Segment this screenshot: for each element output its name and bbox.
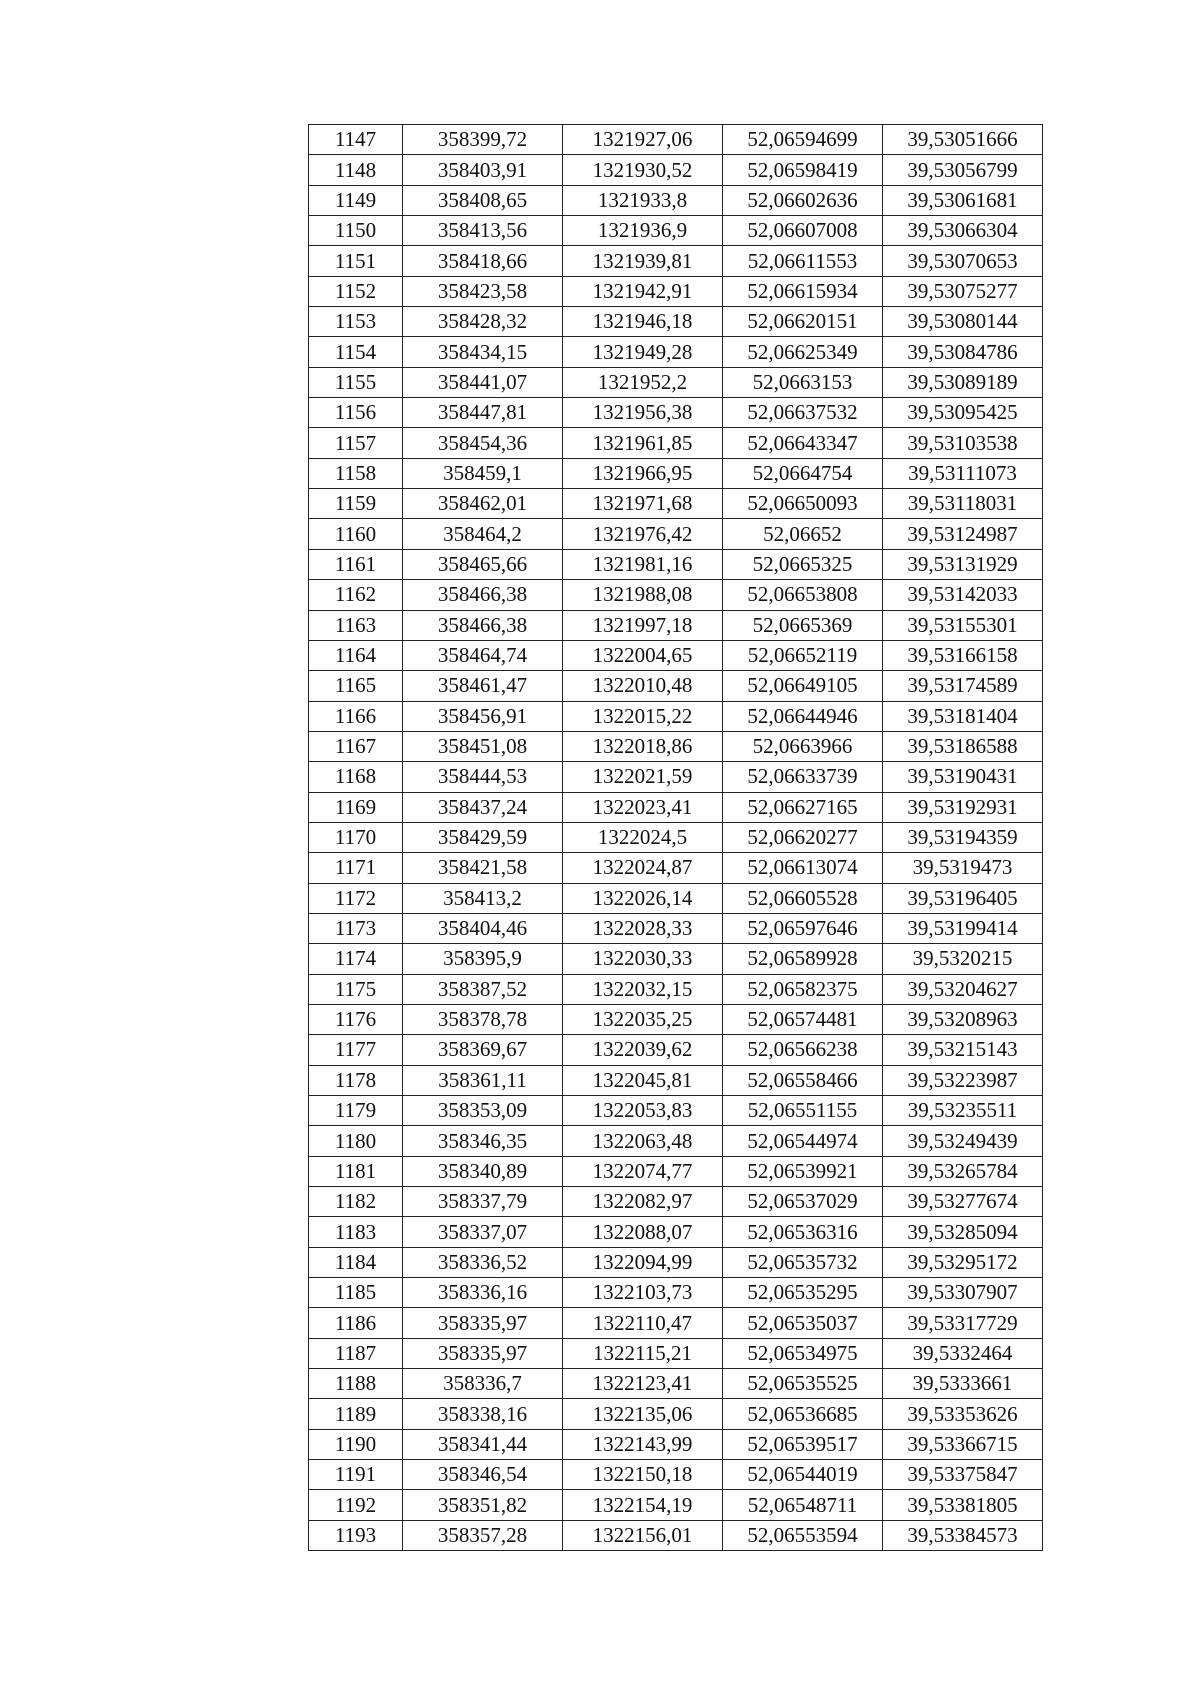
x-coordinate-cell: 358346,54 [403,1460,563,1490]
x-coordinate-cell: 358338,16 [403,1399,563,1429]
point-number-cell: 1147 [309,125,403,155]
longitude-cell: 39,53051666 [883,125,1043,155]
y-coordinate-cell: 1322154,19 [563,1490,723,1520]
x-coordinate-cell: 358340,89 [403,1156,563,1186]
y-coordinate-cell: 1321966,95 [563,458,723,488]
x-coordinate-cell: 358461,47 [403,671,563,701]
table-row [309,1156,1043,1186]
x-coordinate-cell: 358346,35 [403,1126,563,1156]
y-coordinate-cell: 1321976,42 [563,519,723,549]
point-number-cell: 1163 [309,610,403,640]
longitude-cell: 39,53124987 [883,519,1043,549]
latitude-cell: 52,06558466 [723,1065,883,1095]
table-row [309,1278,1043,1308]
point-number-cell: 1155 [309,367,403,397]
point-number-cell: 1192 [309,1490,403,1520]
point-number-cell: 1166 [309,701,403,731]
x-coordinate-cell: 358357,28 [403,1520,563,1550]
y-coordinate-cell: 1322024,87 [563,853,723,883]
y-coordinate-cell: 1321933,8 [563,185,723,215]
latitude-cell: 52,06566238 [723,1035,883,1065]
point-number-cell: 1159 [309,489,403,519]
latitude-cell: 52,0664754 [723,458,883,488]
latitude-cell: 52,06643347 [723,428,883,458]
x-coordinate-cell: 358337,07 [403,1217,563,1247]
latitude-cell: 52,06649105 [723,671,883,701]
y-coordinate-cell: 1322123,41 [563,1369,723,1399]
longitude-cell: 39,53131929 [883,549,1043,579]
x-coordinate-cell: 358441,07 [403,367,563,397]
coordinates-table [308,124,1043,1551]
y-coordinate-cell: 1322028,33 [563,913,723,943]
y-coordinate-cell: 1322023,41 [563,792,723,822]
longitude-cell: 39,5320215 [883,944,1043,974]
table-row [309,1429,1043,1459]
latitude-cell: 52,06620151 [723,307,883,337]
x-coordinate-cell: 358404,46 [403,913,563,943]
y-coordinate-cell: 1321956,38 [563,398,723,428]
table-row [309,155,1043,185]
y-coordinate-cell: 1322156,01 [563,1520,723,1550]
y-coordinate-cell: 1322110,47 [563,1308,723,1338]
point-number-cell: 1179 [309,1096,403,1126]
table-row [309,398,1043,428]
longitude-cell: 39,53215143 [883,1035,1043,1065]
point-number-cell: 1157 [309,428,403,458]
longitude-cell: 39,53199414 [883,913,1043,943]
y-coordinate-cell: 1322015,22 [563,701,723,731]
point-number-cell: 1189 [309,1399,403,1429]
point-number-cell: 1177 [309,1035,403,1065]
table-row [309,367,1043,397]
table-row [309,428,1043,458]
longitude-cell: 39,53277674 [883,1187,1043,1217]
longitude-cell: 39,53174589 [883,671,1043,701]
table-row [309,913,1043,943]
point-number-cell: 1186 [309,1308,403,1338]
y-coordinate-cell: 1322082,97 [563,1187,723,1217]
table-row [309,853,1043,883]
table-row [309,1338,1043,1368]
table-row [309,1217,1043,1247]
point-number-cell: 1183 [309,1217,403,1247]
longitude-cell: 39,53235511 [883,1096,1043,1126]
x-coordinate-cell: 358408,65 [403,185,563,215]
latitude-cell: 52,06637532 [723,398,883,428]
x-coordinate-cell: 358399,72 [403,125,563,155]
y-coordinate-cell: 1322088,07 [563,1217,723,1247]
point-number-cell: 1173 [309,913,403,943]
y-coordinate-cell: 1322094,99 [563,1247,723,1277]
longitude-cell: 39,53285094 [883,1217,1043,1247]
y-coordinate-cell: 1321961,85 [563,428,723,458]
longitude-cell: 39,53204627 [883,974,1043,1004]
x-coordinate-cell: 358353,09 [403,1096,563,1126]
point-number-cell: 1181 [309,1156,403,1186]
latitude-cell: 52,06537029 [723,1187,883,1217]
table-row [309,337,1043,367]
table-row [309,1004,1043,1034]
point-number-cell: 1149 [309,185,403,215]
point-number-cell: 1171 [309,853,403,883]
latitude-cell: 52,06633739 [723,762,883,792]
latitude-cell: 52,06644946 [723,701,883,731]
y-coordinate-cell: 1321936,9 [563,216,723,246]
point-number-cell: 1156 [309,398,403,428]
latitude-cell: 52,06613074 [723,853,883,883]
latitude-cell: 52,06653808 [723,580,883,610]
x-coordinate-cell: 358413,56 [403,216,563,246]
point-number-cell: 1188 [309,1369,403,1399]
latitude-cell: 52,06589928 [723,944,883,974]
y-coordinate-cell: 1321981,16 [563,549,723,579]
longitude-cell: 39,53084786 [883,337,1043,367]
y-coordinate-cell: 1322074,77 [563,1156,723,1186]
latitude-cell: 52,06544974 [723,1126,883,1156]
point-number-cell: 1174 [309,944,403,974]
longitude-cell: 39,5332464 [883,1338,1043,1368]
table-row [309,519,1043,549]
longitude-cell: 39,53190431 [883,762,1043,792]
table-row [309,489,1043,519]
point-number-cell: 1172 [309,883,403,913]
latitude-cell: 52,06535037 [723,1308,883,1338]
y-coordinate-cell: 1322135,06 [563,1399,723,1429]
point-number-cell: 1165 [309,671,403,701]
latitude-cell: 52,06598419 [723,155,883,185]
longitude-cell: 39,53089189 [883,367,1043,397]
x-coordinate-cell: 358395,9 [403,944,563,974]
point-number-cell: 1164 [309,640,403,670]
latitude-cell: 52,06615934 [723,276,883,306]
table-row [309,1035,1043,1065]
latitude-cell: 52,06574481 [723,1004,883,1034]
longitude-cell: 39,53095425 [883,398,1043,428]
x-coordinate-cell: 358361,11 [403,1065,563,1095]
longitude-cell: 39,53265784 [883,1156,1043,1186]
y-coordinate-cell: 1321949,28 [563,337,723,367]
x-coordinate-cell: 358337,79 [403,1187,563,1217]
table-row [309,307,1043,337]
y-coordinate-cell: 1321952,2 [563,367,723,397]
x-coordinate-cell: 358341,44 [403,1429,563,1459]
latitude-cell: 52,06611553 [723,246,883,276]
latitude-cell: 52,06551155 [723,1096,883,1126]
longitude-cell: 39,53066304 [883,216,1043,246]
y-coordinate-cell: 1322018,86 [563,731,723,761]
table-row [309,610,1043,640]
y-coordinate-cell: 1321988,08 [563,580,723,610]
table-row [309,1399,1043,1429]
table-row [309,1520,1043,1550]
latitude-cell: 52,0665325 [723,549,883,579]
latitude-cell: 52,06536316 [723,1217,883,1247]
latitude-cell: 52,06539921 [723,1156,883,1186]
table-row [309,1247,1043,1277]
y-coordinate-cell: 1321930,52 [563,155,723,185]
table-row [309,701,1043,731]
table-row [309,1369,1043,1399]
table-row [309,671,1043,701]
longitude-cell: 39,53056799 [883,155,1043,185]
x-coordinate-cell: 358459,1 [403,458,563,488]
latitude-cell: 52,06650093 [723,489,883,519]
x-coordinate-cell: 358423,58 [403,276,563,306]
x-coordinate-cell: 358428,32 [403,307,563,337]
y-coordinate-cell: 1322035,25 [563,1004,723,1034]
point-number-cell: 1167 [309,731,403,761]
latitude-cell: 52,06625349 [723,337,883,367]
table-row [309,762,1043,792]
table-row [309,974,1043,1004]
longitude-cell: 39,53181404 [883,701,1043,731]
longitude-cell: 39,53381805 [883,1490,1043,1520]
longitude-cell: 39,53317729 [883,1308,1043,1338]
latitude-cell: 52,06539517 [723,1429,883,1459]
y-coordinate-cell: 1322030,33 [563,944,723,974]
latitude-cell: 52,06607008 [723,216,883,246]
longitude-cell: 39,53061681 [883,185,1043,215]
y-coordinate-cell: 1321939,81 [563,246,723,276]
x-coordinate-cell: 358434,15 [403,337,563,367]
table-row [309,1460,1043,1490]
point-number-cell: 1185 [309,1278,403,1308]
x-coordinate-cell: 358465,66 [403,549,563,579]
x-coordinate-cell: 358336,7 [403,1369,563,1399]
y-coordinate-cell: 1321946,18 [563,307,723,337]
table-row [309,822,1043,852]
point-number-cell: 1191 [309,1460,403,1490]
y-coordinate-cell: 1322103,73 [563,1278,723,1308]
x-coordinate-cell: 358378,78 [403,1004,563,1034]
latitude-cell: 52,06548711 [723,1490,883,1520]
longitude-cell: 39,53070653 [883,246,1043,276]
longitude-cell: 39,53223987 [883,1065,1043,1095]
point-number-cell: 1161 [309,549,403,579]
latitude-cell: 52,06535525 [723,1369,883,1399]
point-number-cell: 1150 [309,216,403,246]
y-coordinate-cell: 1322024,5 [563,822,723,852]
y-coordinate-cell: 1322021,59 [563,762,723,792]
latitude-cell: 52,0663153 [723,367,883,397]
longitude-cell: 39,53307907 [883,1278,1043,1308]
longitude-cell: 39,53192931 [883,792,1043,822]
x-coordinate-cell: 358418,66 [403,246,563,276]
longitude-cell: 39,53166158 [883,640,1043,670]
latitude-cell: 52,06597646 [723,913,883,943]
coordinates-table-body [309,125,1043,1551]
x-coordinate-cell: 358335,97 [403,1308,563,1338]
table-row [309,125,1043,155]
point-number-cell: 1193 [309,1520,403,1550]
longitude-cell: 39,53103538 [883,428,1043,458]
x-coordinate-cell: 358466,38 [403,580,563,610]
table-row [309,1187,1043,1217]
y-coordinate-cell: 1321997,18 [563,610,723,640]
point-number-cell: 1154 [309,337,403,367]
point-number-cell: 1170 [309,822,403,852]
longitude-cell: 39,53295172 [883,1247,1043,1277]
point-number-cell: 1176 [309,1004,403,1034]
latitude-cell: 52,0663966 [723,731,883,761]
table-row [309,731,1043,761]
longitude-cell: 39,53142033 [883,580,1043,610]
x-coordinate-cell: 358447,81 [403,398,563,428]
point-number-cell: 1180 [309,1126,403,1156]
y-coordinate-cell: 1322010,48 [563,671,723,701]
point-number-cell: 1168 [309,762,403,792]
y-coordinate-cell: 1322045,81 [563,1065,723,1095]
latitude-cell: 52,06534975 [723,1338,883,1368]
table-row [309,944,1043,974]
y-coordinate-cell: 1322143,99 [563,1429,723,1459]
latitude-cell: 52,06535295 [723,1278,883,1308]
longitude-cell: 39,53249439 [883,1126,1043,1156]
longitude-cell: 39,53375847 [883,1460,1043,1490]
y-coordinate-cell: 1321942,91 [563,276,723,306]
table-row [309,1490,1043,1520]
latitude-cell: 52,06535732 [723,1247,883,1277]
latitude-cell: 52,06605528 [723,883,883,913]
table-row [309,185,1043,215]
x-coordinate-cell: 358464,2 [403,519,563,549]
y-coordinate-cell: 1322032,15 [563,974,723,1004]
point-number-cell: 1169 [309,792,403,822]
x-coordinate-cell: 358462,01 [403,489,563,519]
point-number-cell: 1190 [309,1429,403,1459]
y-coordinate-cell: 1322026,14 [563,883,723,913]
point-number-cell: 1184 [309,1247,403,1277]
longitude-cell: 39,53353626 [883,1399,1043,1429]
x-coordinate-cell: 358387,52 [403,974,563,1004]
latitude-cell: 52,06627165 [723,792,883,822]
longitude-cell: 39,53196405 [883,883,1043,913]
table-row [309,1126,1043,1156]
latitude-cell: 52,06536685 [723,1399,883,1429]
x-coordinate-cell: 358466,38 [403,610,563,640]
x-coordinate-cell: 358335,97 [403,1338,563,1368]
latitude-cell: 52,06652 [723,519,883,549]
longitude-cell: 39,53155301 [883,610,1043,640]
x-coordinate-cell: 358351,82 [403,1490,563,1520]
point-number-cell: 1178 [309,1065,403,1095]
point-number-cell: 1175 [309,974,403,1004]
point-number-cell: 1162 [309,580,403,610]
longitude-cell: 39,53194359 [883,822,1043,852]
longitude-cell: 39,53111073 [883,458,1043,488]
table-row [309,792,1043,822]
table-row [309,580,1043,610]
point-number-cell: 1148 [309,155,403,185]
latitude-cell: 52,06652119 [723,640,883,670]
latitude-cell: 52,0665369 [723,610,883,640]
y-coordinate-cell: 1321971,68 [563,489,723,519]
latitude-cell: 52,06544019 [723,1460,883,1490]
table-row [309,1308,1043,1338]
x-coordinate-cell: 358421,58 [403,853,563,883]
x-coordinate-cell: 358403,91 [403,155,563,185]
x-coordinate-cell: 358454,36 [403,428,563,458]
point-number-cell: 1153 [309,307,403,337]
latitude-cell: 52,06602636 [723,185,883,215]
table-row [309,458,1043,488]
x-coordinate-cell: 358413,2 [403,883,563,913]
latitude-cell: 52,06582375 [723,974,883,1004]
latitude-cell: 52,06594699 [723,125,883,155]
y-coordinate-cell: 1322053,83 [563,1096,723,1126]
y-coordinate-cell: 1322039,62 [563,1035,723,1065]
longitude-cell: 39,5319473 [883,853,1043,883]
x-coordinate-cell: 358456,91 [403,701,563,731]
longitude-cell: 39,53208963 [883,1004,1043,1034]
x-coordinate-cell: 358437,24 [403,792,563,822]
longitude-cell: 39,53075277 [883,276,1043,306]
table-row [309,276,1043,306]
y-coordinate-cell: 1322063,48 [563,1126,723,1156]
table-row [309,246,1043,276]
latitude-cell: 52,06620277 [723,822,883,852]
table-row [309,640,1043,670]
table-row [309,883,1043,913]
point-number-cell: 1187 [309,1338,403,1368]
y-coordinate-cell: 1322150,18 [563,1460,723,1490]
longitude-cell: 39,53366715 [883,1429,1043,1459]
longitude-cell: 39,53118031 [883,489,1043,519]
x-coordinate-cell: 358464,74 [403,640,563,670]
point-number-cell: 1151 [309,246,403,276]
longitude-cell: 39,53384573 [883,1520,1043,1550]
x-coordinate-cell: 358336,52 [403,1247,563,1277]
longitude-cell: 39,53186588 [883,731,1043,761]
point-number-cell: 1160 [309,519,403,549]
longitude-cell: 39,5333661 [883,1369,1043,1399]
x-coordinate-cell: 358369,67 [403,1035,563,1065]
y-coordinate-cell: 1322004,65 [563,640,723,670]
table-row [309,1096,1043,1126]
longitude-cell: 39,53080144 [883,307,1043,337]
table-row [309,216,1043,246]
x-coordinate-cell: 358444,53 [403,762,563,792]
table-row [309,1065,1043,1095]
point-number-cell: 1158 [309,458,403,488]
x-coordinate-cell: 358429,59 [403,822,563,852]
y-coordinate-cell: 1321927,06 [563,125,723,155]
x-coordinate-cell: 358451,08 [403,731,563,761]
x-coordinate-cell: 358336,16 [403,1278,563,1308]
table-row [309,549,1043,579]
point-number-cell: 1152 [309,276,403,306]
y-coordinate-cell: 1322115,21 [563,1338,723,1368]
latitude-cell: 52,06553594 [723,1520,883,1550]
point-number-cell: 1182 [309,1187,403,1217]
